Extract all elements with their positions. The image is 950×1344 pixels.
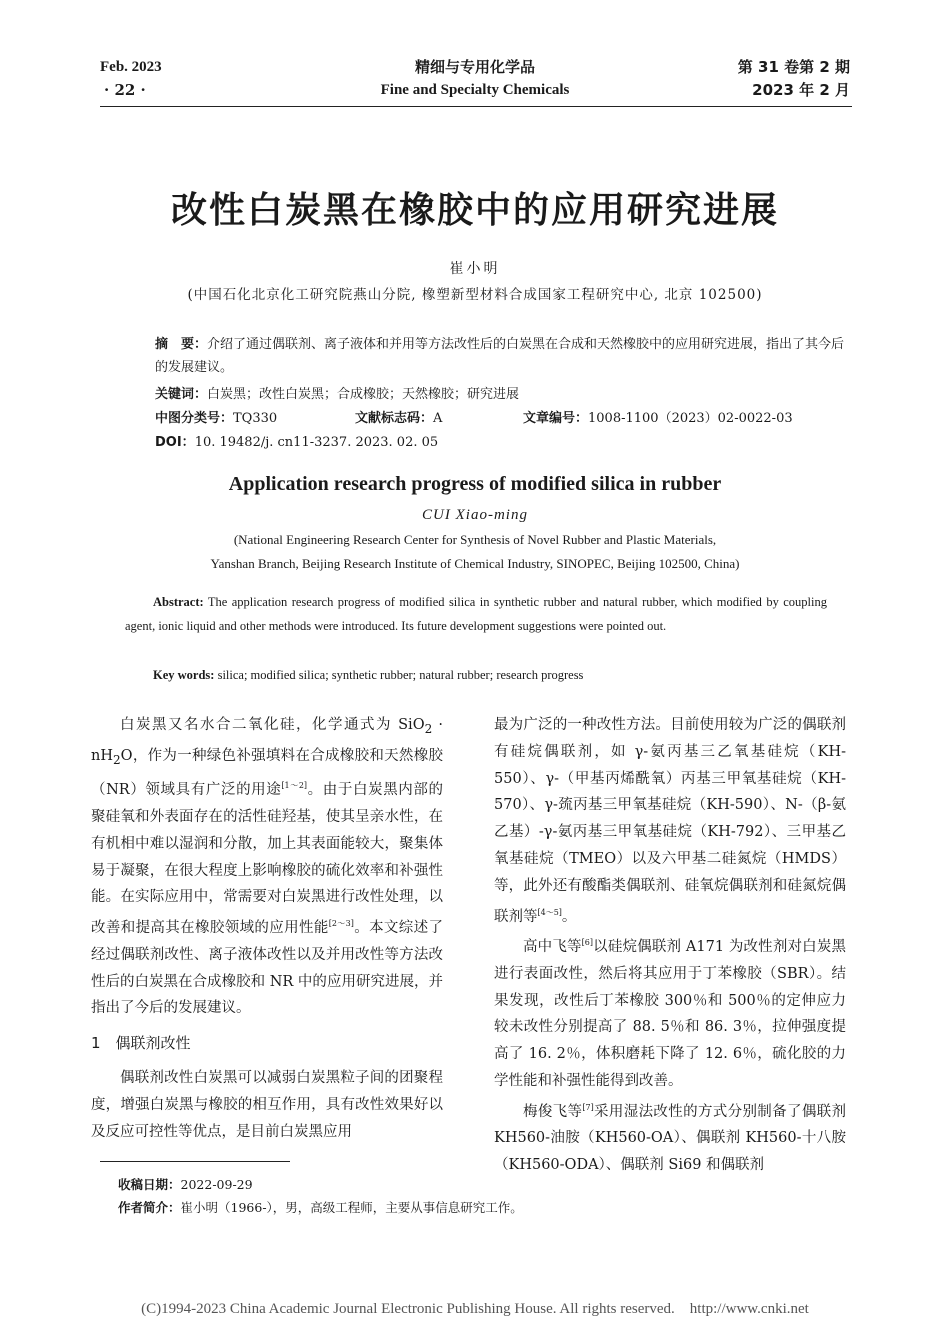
header-journal-cn: 精细与专用化学品: [414, 58, 535, 76]
affiliation-en-line1: (National Engineering Research Center for Synthesis of Novel Rubber and Plastic Materials,: [233, 532, 717, 547]
paper-title-cn: 改性白炭黑在橡胶中的应用研究进展: [170, 190, 779, 231]
abstract-cn-text: 介绍了通过偶联剂、离子液体和并用等方法改性后的白炭黑在合成和天然橡胶中的应用研究进展，指出了其今后的发展建议。: [155, 337, 845, 375]
doi-value: 10. 19482/j. cn11-3237. 2023. 02. 05: [194, 435, 439, 450]
affiliation-cn: (中国石化北京化工研究院燕山分院, 橡塑新型材料合成国家工程研究中心, 北京 102500): [187, 287, 763, 303]
author-cn: 崔小明: [449, 261, 501, 277]
intro-sub-2: 2: [112, 752, 121, 767]
paragraph-coupling-cont: [494, 712, 846, 930]
received-value: 2022-09-29: [180, 1177, 253, 1192]
footnote-received: [118, 1174, 253, 1196]
paragraph-coupling: 偶联剂改性白炭黑可以减弱白炭黑粒子间的团聚程度，增强白炭黑与橡胶的相互作用，具有改性效果好以及反应可控性等优点，是目前白炭黑应用: [91, 1070, 443, 1140]
article-number-value: 1008-1100（2023）02-0022-03: [588, 411, 793, 426]
doi-label: DOI：: [155, 435, 195, 450]
abstract-cn-label: 摘 要：: [155, 337, 208, 352]
abstract-cn: [155, 333, 845, 379]
article-number: [523, 407, 793, 430]
intro-text-c: O，作为一种绿色补强填料在合成橡胶和天然橡胶（NR）领域具有广泛的用途: [91, 747, 443, 799]
coupling-cont-text: 最为广泛的一种改性方法。目前使用较为广泛的偶联剂有硅烷偶联剂，如 γ-氨丙基三乙氧基硅烷（KH-550）、γ-（甲基丙烯酰氧）丙基三甲氧基硅烷（KH-570）、γ-巯丙基三甲氧基硅烷（KH-590）、N-（β-氨乙基）-γ-氨丙基三甲氧基硅烷（KH-792）、三甲基乙氧基硅烷（TMEO）以及六甲基二硅氮烷（HMDS）等，此外还有酸酯类偶联剂、硅氧烷偶联剂和硅氮烷偶联剂等: [494, 717, 846, 925]
footnote-divider: [100, 1161, 290, 1162]
keywords-en-label: Key words:: [153, 668, 215, 682]
citation: [1～2]: [281, 781, 308, 791]
mei-text-a: 梅俊飞等: [523, 1103, 583, 1120]
classification-row: [155, 407, 845, 430]
header-page-number: · 22 ·: [104, 81, 146, 99]
intro-text-a: 白炭黑又名水合二氧化硅，化学通式为 SiO: [120, 717, 425, 733]
footnote-author: [118, 1197, 523, 1219]
intro-text-d: 。由于白炭黑内部的聚硅氧和外表面存在的活性硅羟基，使其呈亲水性，在有机相中难以湿润和分散，加上其表面能较大，聚集体易于凝聚，在很大程度上影响橡胶的硫化效率和补强性能。在实际应用中，常需要对白炭黑进行改性处理，以改善和提高其在橡胶领域的应用性能: [91, 782, 444, 937]
body-left-column: [91, 712, 443, 1145]
body-right-column: [494, 712, 846, 1179]
paragraph-gao: [494, 930, 846, 1095]
affiliation-en-line2: Yanshan Branch, Beijing Research Institute of Chemical Industry, SINOPEC, Beijing 102500, China): [210, 556, 740, 571]
keywords-en-text: silica; modified silica; synthetic rubber; natural rubber; research progress: [217, 668, 584, 682]
paper-title-en: Application research progress of modified silica in rubber: [228, 473, 722, 495]
article-number-label: 文章编号：: [523, 411, 589, 426]
doc-code-label: 文献标志码：: [355, 411, 434, 426]
gao-text-a: 高中飞等: [523, 939, 582, 956]
coupling-cont-end: 。: [561, 908, 577, 925]
citation: [6]: [581, 938, 593, 948]
header-date-cn: 2023 年 2 月: [752, 81, 850, 99]
keywords-cn-text: 白炭黑；改性白炭黑；合成橡胶；天然橡胶；研究进展: [207, 387, 520, 402]
author-bio-value: 崔小明（1966-），男，高级工程师，主要从事信息研究工作。: [180, 1200, 523, 1215]
abstract-en-label: Abstract:: [153, 595, 204, 609]
keywords-en: [153, 664, 843, 686]
citation: [7]: [582, 1102, 594, 1112]
doi-row: [155, 431, 845, 454]
keywords-cn-label: 关键词：: [155, 387, 208, 402]
clc-label: 中图分类号：: [155, 411, 234, 426]
paragraph-mei: [494, 1095, 846, 1179]
intro-sub-1: 2: [424, 721, 433, 736]
abstract-en: [125, 591, 827, 638]
mei-text-b: 采用湿法改性的方式分别制备了偶联剂 KH560-油胺（KH560-OA）、偶联剂 KH560-十八胺（KH560-ODA）、偶联剂 Si69 和偶联剂: [494, 1103, 847, 1174]
citation: [2～3]: [328, 919, 354, 929]
section-heading-1: 1 偶联剂改性: [91, 1034, 191, 1053]
author-bio-label: 作者简介：: [118, 1200, 181, 1215]
doc-code: [355, 407, 442, 430]
header-divider: [100, 106, 852, 107]
intro-text-b: · nH: [91, 717, 444, 764]
abstract-en-text: The application research progress of modified silica in synthetic rubber and natural rubber, which modified by coupling agent, ionic liquid and other methods were introduced. Its future development suggestions were pointed out.: [125, 595, 827, 633]
header-volume: 第 31 卷第 2 期: [737, 58, 850, 76]
author-en: CUI Xiao-ming: [422, 507, 528, 523]
doc-code-value: A: [433, 411, 443, 426]
gao-text-b: 以硅烷偶联剂 A171 为改性剂对白炭黑进行表面改性，然后将其应用于丁苯橡胶（SBR）。结果发现，改性后丁苯橡胶 300％和 500％的定伸应力较未改性分别提高了 88. 5％和 86. 3％，拉伸强度提高了 16. 2％，体积磨耗下降了 12. 6％，硫化胶的力学性能和补强性能得到改善。: [494, 939, 846, 1090]
intro-text-e: 。本文综述了经过偶联剂改性、离子液体改性以及并用改性等方法改性后的白炭黑在合成橡胶和 NR 中的应用研究进展，并指出了今后的发展建议。: [91, 920, 444, 1017]
copyright-notice: (C)1994-2023 China Academic Journal Electronic Publishing House. All rights reserved. http://www.cnki.net: [141, 1301, 809, 1317]
header-journal-en: Fine and Specialty Chemicals: [380, 82, 570, 98]
clc-value: TQ330: [233, 411, 278, 426]
received-label: 收稿日期：: [118, 1177, 181, 1192]
citation: [4～5]: [537, 907, 562, 917]
paragraph-intro: [91, 712, 443, 1022]
keywords-cn: [155, 383, 845, 406]
header-date-en: Feb. 2023: [100, 59, 162, 75]
